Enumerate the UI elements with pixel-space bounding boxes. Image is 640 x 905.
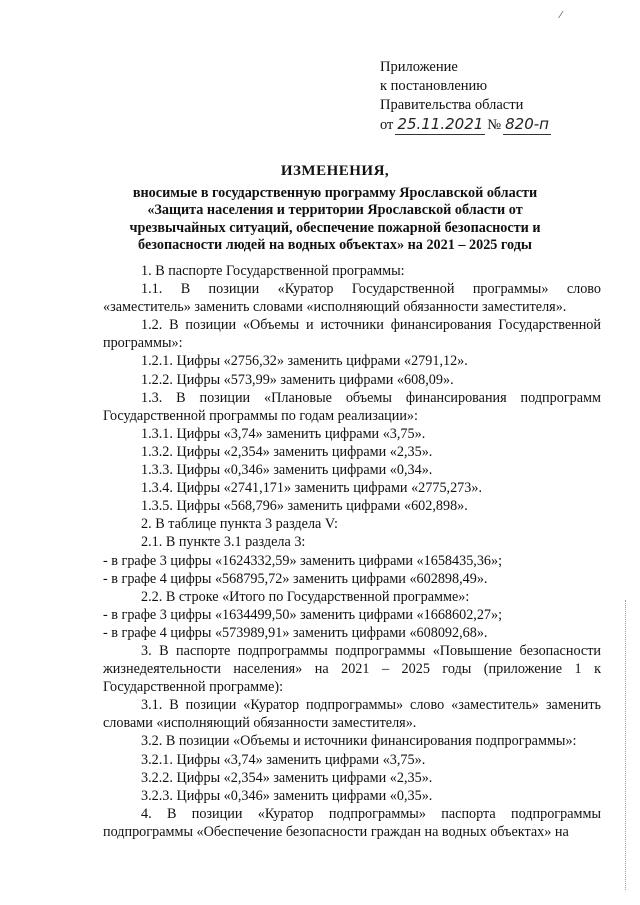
paragraph: 1.2. В позиции «Объемы и источники финансирования Государственной программы»: (103, 317, 601, 352)
paragraph: 1.3.4. Цифры «2741,171» заменить цифрами «2775,273». (141, 480, 483, 497)
paragraph: 3.2.3. Цифры «0,346» заменить цифрами «0,35». (141, 787, 433, 804)
margin-strip (625, 600, 630, 890)
paragraph: 3.2.2. Цифры «2,354» заменить цифрами «2,35». (141, 769, 433, 786)
title-line-1: вносимые в государственную программу Ярославской области (132, 184, 538, 201)
paragraph: 1.3.3. Цифры «0,346» заменить цифрами «0,34». (141, 462, 433, 479)
paragraph: 4. В позиции «Куратор подпрограммы» паспорта подпрограммы подпрограммы «Обеспечение безопасности граждан на водных объектах» на (103, 805, 601, 840)
date-number-line (380, 115, 610, 135)
paragraph: 3.2. В позиции «Объемы и источники финансирования подпрограммы»: (141, 733, 577, 750)
appendix-line-1: Приложение (380, 59, 458, 75)
paragraph: 1.2.1. Цифры «2756,32» заменить цифрами «2791,12». (141, 353, 468, 370)
paragraph: 1.3. В позиции «Плановые объемы финансирования подпрограмм Государственной программы по годам реализации»: (103, 389, 601, 424)
paragraph: 3. В паспорте подпрограммы подпрограммы «Повышение безопасности жизнедеятельности населения» на 2021 – 2025 годы (приложение 1 к Государственной программе): (103, 642, 601, 696)
paragraph: 3.1. В позиции «Куратор подпрограммы» слово «заместитель» заменить словами «исполняющий обязанности заместителя». (103, 697, 601, 732)
paragraph: 1. В паспорте Государственной программы: (141, 263, 405, 279)
document-body (103, 262, 601, 841)
paragraph: 1.1. В позиции «Куратор Государственной программы» слово «заместитель» заменить словами «исполняющий обязанности заместителя». (103, 281, 601, 316)
title-main: ИЗМЕНЕНИЯ, (280, 163, 390, 179)
paragraph: - в графе 3 цифры «1624332,59» заменить цифрами «1658435,36»; (103, 552, 503, 569)
appendix-line-3: Правительства области (380, 97, 524, 113)
handwritten-number: 820-п (505, 115, 549, 133)
paragraph: 1.3.5. Цифры «568,796» заменить цифрами «602,898». (141, 498, 468, 515)
handwritten-date: 25.11.2021 (397, 115, 484, 133)
paragraph: 2. В таблице пункта 3 раздела V: (141, 516, 338, 533)
paragraph: 1.3.1. Цифры «3,74» заменить цифрами «3,75». (141, 425, 426, 442)
corner-mark: ⁄ (560, 10, 562, 21)
paragraph: 2.1. В пункте 3.1 раздела 3: (141, 534, 306, 551)
title-line-3: чрезвычайных ситуаций, обеспечение пожарной безопасности и (129, 219, 541, 236)
paragraph: 1.2.2. Цифры «573,99» заменить цифрами «608,09». (141, 371, 454, 388)
appendix-line-2: к постановлению (380, 78, 488, 94)
document-title (100, 163, 570, 255)
date-prefix: от (380, 117, 394, 133)
paragraph: 3.2.1. Цифры «3,74» заменить цифрами «3,75». (141, 751, 426, 768)
paragraph: - в графе 4 цифры «573989,91» заменить цифрами «608092,68». (103, 624, 488, 641)
paragraph: - в графе 3 цифры «1634499,50» заменить цифрами «1668602,27»; (103, 606, 503, 623)
title-line-4: безопасности людей на водных объектах» на 2021 – 2025 годы (138, 237, 532, 253)
title-line-2: «Защита населения и территории Ярославской области от (147, 202, 523, 218)
appendix-header (380, 58, 610, 135)
paragraph: - в графе 4 цифры «568795,72» заменить цифрами «602898,49». (103, 570, 488, 587)
number-sign: № (487, 117, 502, 133)
paragraph: 1.3.2. Цифры «2,354» заменить цифрами «2,35». (141, 443, 433, 460)
paragraph: 2.2. В строке «Итого по Государственной программе»: (141, 588, 470, 605)
